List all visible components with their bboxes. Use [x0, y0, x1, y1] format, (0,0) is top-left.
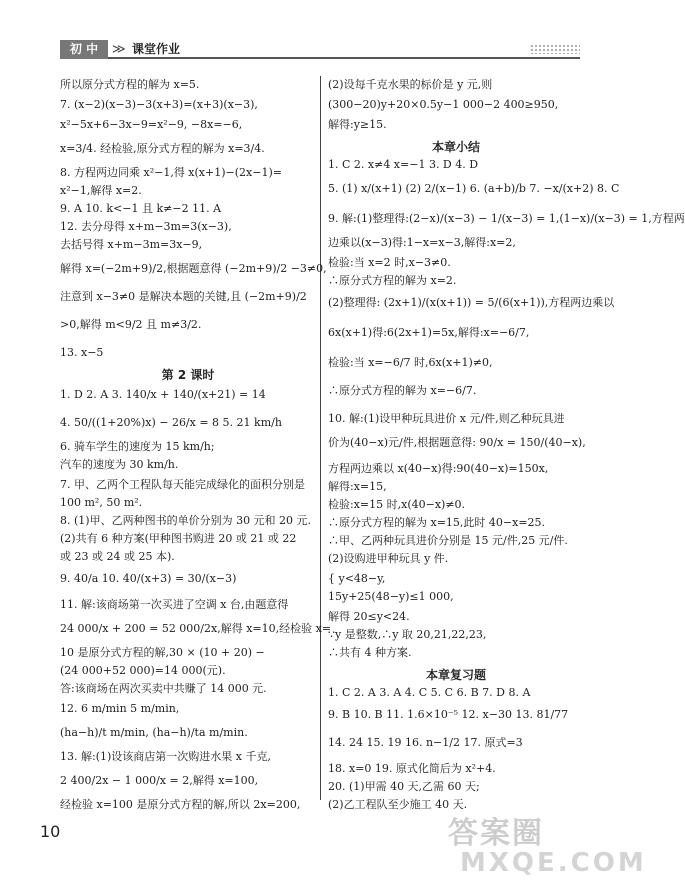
answer-line: 经检验 x=100 是原分式方程的解,所以 2x=200,	[60, 798, 301, 811]
page-number: 10	[40, 822, 61, 841]
answer-line: 答:该商场在两次买卖中共赚了 14 000 元.	[60, 682, 267, 695]
answer-line: 9. A 10. k<−1 且 k≠−2 11. A	[60, 202, 222, 215]
answer-line: x=3/4. 经检验,原分式方程的解为 x=3/4.	[60, 142, 265, 155]
answer-line: 检验:x=15 时,x(40−x)≠0.	[328, 498, 466, 511]
answer-line: ∴原分式方程的解为 x=15,此时 40−x=25.	[328, 516, 546, 529]
answer-line: 10 是原分式方程的解,30 × (10 + 20) −	[60, 646, 265, 659]
answer-line: 或 23 或 24 或 25 本).	[60, 550, 175, 563]
answer-line: 去括号得 x+m−3m=3x−9,	[60, 238, 203, 251]
answer-line: 解得 20≤y<24.	[328, 610, 410, 623]
answer-line: 6x(x+1)得:6(2x+1)=5x,解得:x=−6/7,	[328, 326, 530, 339]
answer-line: 4. 50/((1+20%)x) − 26/x = 8 5. 21 km/h	[60, 416, 282, 429]
answer-line: 1. C 2. x≠4 x=−1 3. D 4. D	[328, 158, 479, 171]
answer-line: 解得:x=15,	[328, 480, 387, 493]
answer-line: (2)设购进甲种玩具 y 件.	[328, 552, 449, 565]
answer-line: 8. 方程两边同乘 x²−1,得 x(x+1)−(2x−1)=	[60, 166, 282, 179]
answer-line: 15y+25(48−y)≤1 000,	[328, 590, 454, 603]
answer-line: (ha−h)/t m/min, (ha−h)/ta m/min.	[60, 726, 248, 739]
answer-line: x²−5x+6−3x−9=x²−9, −8x=−6,	[60, 118, 243, 131]
answer-line: ∴甲、乙两种玩具进价分别是 15 元/件,25 元/件.	[328, 534, 568, 547]
answer-line: (2)设每千克水果的标价是 y 元,则	[328, 78, 493, 91]
answer-line: 10. 解:(1)设甲种玩具进价 x 元/件,则乙种玩具进	[328, 412, 565, 425]
answer-line: 8. (1)甲、乙两种图书的单价分别为 30 元和 20 元.	[60, 514, 312, 527]
answer-line: 7. (x−2)(x−3)−3(x+3)=(x+3)(x−3),	[60, 98, 258, 111]
chevron-icon: ≫	[112, 42, 126, 57]
answer-line: 9. 40/a 10. 40/(x+3) = 30/(x−3)	[60, 572, 237, 585]
answer-line: 9. 解:(1)整理得:(2−x)/(x−3) − 1/(x−3) = 1,(1−x)/(x−3) = 1,方程两	[328, 212, 685, 225]
answer-line: 100 m², 50 m².	[60, 496, 143, 509]
answer-line: 5. (1) x/(x+1) (2) 2/(x−1) 6. (a+b)/b 7. −x/(x+2) 8. C	[328, 182, 620, 195]
answer-line: 汽车的速度为 30 km/h.	[60, 458, 179, 471]
answer-line: (2)乙工程队至少施工 40 天.	[328, 798, 468, 811]
answer-line: 6. 骑车学生的速度为 15 km/h;	[60, 440, 215, 453]
watermark-logo: 答案圈	[448, 816, 544, 851]
answer-line: 11. 解:该商场第一次买进了空调 x 台,由题意得	[60, 598, 289, 611]
section-title: 第 2 课时	[161, 368, 215, 382]
answer-line: 注意到 x−3≠0 是解决本题的关键,且 (−2m+9)/2	[60, 290, 307, 303]
answer-line: (300−20)y+20×0.5y−1 000−2 400≥950,	[328, 98, 559, 111]
dot-pattern	[530, 44, 580, 54]
watermark-url: MXQE.COM	[460, 848, 647, 878]
answer-line: 价为(40−x)元/件,根据题意得: 90/x = 150/(40−x),	[328, 436, 586, 449]
answer-line: 20. (1)甲需 40 天,乙需 60 天;	[328, 780, 480, 793]
answer-line: (2)整理得: (2x+1)/(x(x+1)) = 5/(6(x+1)),方程两边乘以	[328, 296, 615, 309]
answer-line: ∵y 是整数,∴y 取 20,21,22,23,	[328, 628, 487, 641]
answer-line: 18. x=0 19. 原式化简后为 x²+4.	[328, 762, 496, 775]
answer-line: 7. 甲、乙两个工程队每天能完成绿化的面积分别是	[60, 478, 305, 491]
answer-line: x²−1,解得 x=2.	[60, 184, 142, 197]
answer-line: 14. 24 15. 19 16. n−1/2 17. 原式=3	[328, 736, 523, 749]
answer-line: 方程两边乘以 x(40−x)得:90(40−x)=150x,	[328, 462, 549, 475]
answer-line: 9. B 10. B 11. 1.6×10⁻⁵ 12. x−30 13. 81/77	[328, 708, 569, 721]
answer-line: 1. D 2. A 3. 140/x + 140/(x+21) = 14	[60, 388, 266, 401]
answer-line: 1. C 2. A 3. A 4. C 5. C 6. B 7. D 8. A	[328, 686, 531, 699]
answer-line: 检验:当 x=2 时,x−3≠0.	[328, 256, 451, 269]
answer-line: 所以原分式方程的解为 x=5.	[60, 78, 200, 91]
answer-line: 24 000/x + 200 = 52 000/2x,解得 x=10,经检验 x=	[60, 622, 332, 635]
answer-line: 解得 x=(−2m+9)/2,根据题意得 (−2m+9)/2 −3≠0,	[60, 262, 327, 275]
answer-line: { y<48−y,	[328, 572, 386, 585]
header-title: 课堂作业	[132, 42, 181, 56]
answer-line: (2)共有 6 种方案(甲种图书购进 20 或 21 或 22	[60, 532, 297, 545]
answer-line: ∴原分式方程的解为 x=−6/7.	[328, 384, 477, 397]
column-divider	[320, 76, 321, 800]
page-header	[60, 40, 580, 66]
section-title: 本章小结	[431, 140, 480, 154]
answer-line: ∴原分式方程的解为 x=2.	[328, 274, 457, 287]
answer-line: 12. 去分母得 x+m−3m=3(x−3),	[60, 220, 232, 233]
answer-line: ∴共有 4 种方案.	[328, 646, 412, 659]
answer-line: 解得:y≥15.	[328, 118, 387, 131]
answer-line: 2 400/2x − 1 000/x = 2,解得 x=100,	[60, 774, 259, 787]
section-title: 本章复习题	[425, 668, 486, 682]
answer-line: 13. x−5	[60, 346, 104, 359]
answer-line: 13. 解:(1)设该商店第一次购进水果 x 千克,	[60, 750, 271, 763]
answer-line: >0,解得 m<9/2 且 m≠3/2.	[60, 318, 202, 331]
answer-line: 12. 6 m/min 5 m/min,	[60, 702, 180, 715]
grade-badge: 初 中	[60, 40, 108, 59]
answer-line: (24 000+52 000)=14 000(元).	[60, 664, 226, 677]
answer-line: 边乘以(x−3)得:1−x=x−3,解得:x=2,	[328, 236, 516, 249]
answer-line: 检验:当 x=−6/7 时,6x(x+1)≠0,	[328, 356, 493, 369]
